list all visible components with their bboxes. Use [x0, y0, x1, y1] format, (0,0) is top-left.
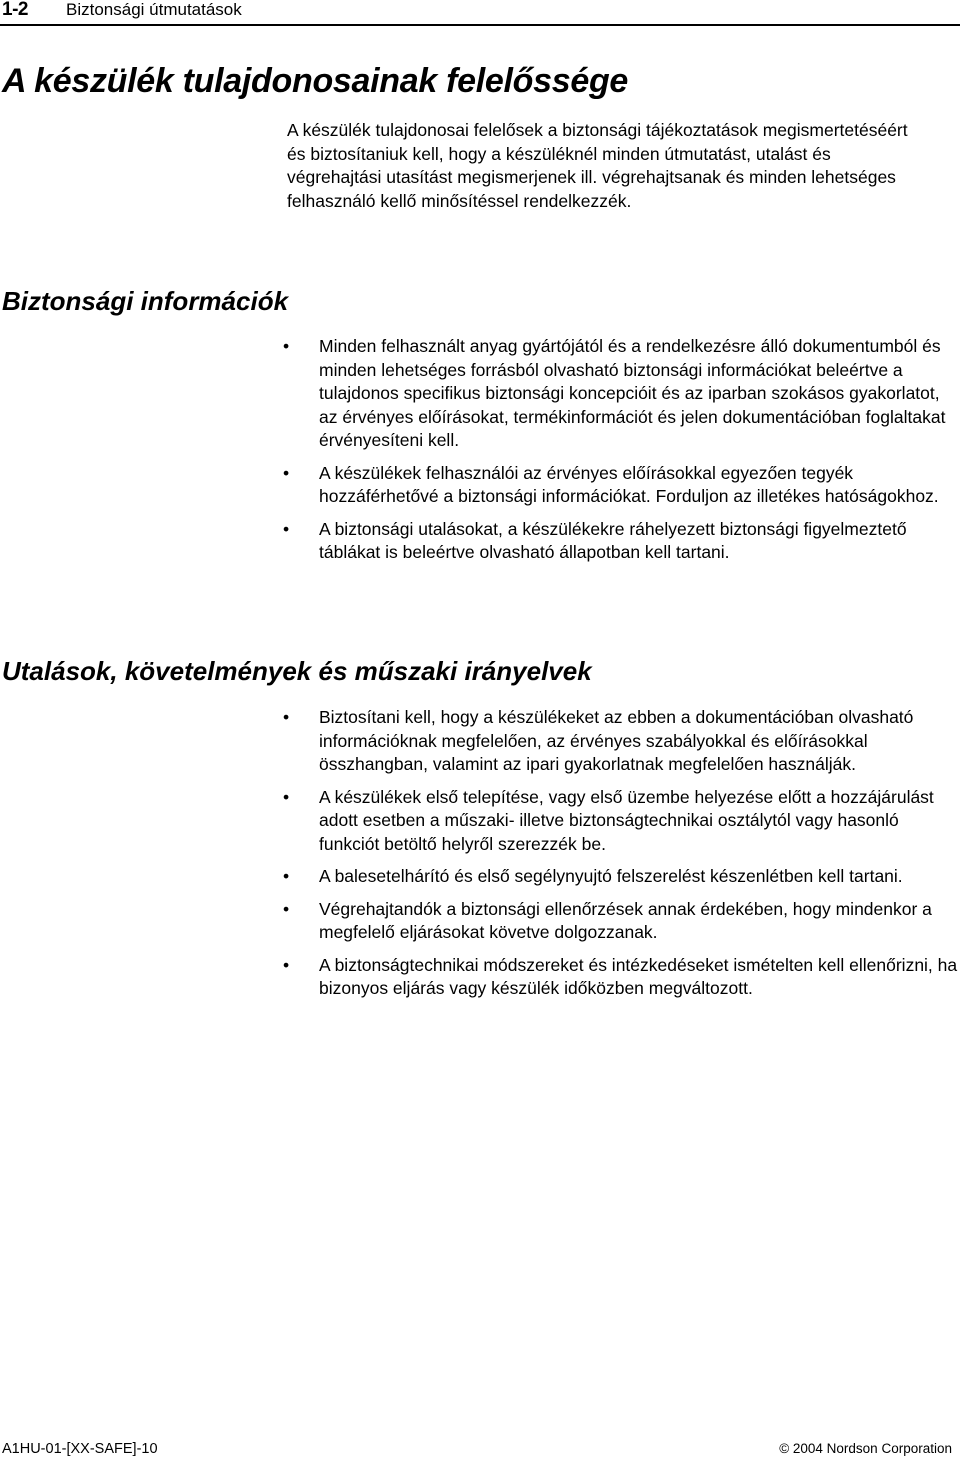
page-header — [0, 0, 960, 26]
list-item — [283, 865, 959, 889]
requirements-list — [283, 706, 959, 1010]
list-item — [283, 462, 959, 509]
list-item-text: A balesetelhárító és első segélynyujtó felszerelést készenlétben kell tartani. — [319, 866, 903, 886]
list-item-text: Biztosítani kell, hogy a készülékeket az ebben a dokumentációban olvasható információknak megfelelően, az érvényes szabályokkal és előírásokkal összhangban, valamint az ipari gyakorlatnak megfelelően használják. — [319, 707, 914, 774]
list-item-text: A biztonságtechnikai módszereket és intézkedéseket ismételten kell ellenőrizni, ha bizonyos eljárás vagy készülék időközben megváltozott. — [319, 954, 958, 998]
list-item — [283, 786, 959, 857]
footer-copyright: © 2004 Nordson Corporation — [779, 1441, 952, 1456]
list-item-text: A készülékek felhasználói az érvényes előírásokkal egyezően tegyék hozzáférhetővé a biztonsági információkat. Forduljon az illetékes hatóságokhoz. — [319, 462, 939, 506]
list-item-text: Minden felhasznált anyag gyártójától és a rendelkezésre álló dokumentumból és minden lehetséges forrásból olvasható biztonsági információkat beleértve a tulajdonos specifikus biztonsági koncepcióit és az iparban szokásos gyakorlatot, az érvényes előírásokat, termékinformációt és jelen dokumentációban foglaltakat érvényesíteni kell. — [319, 336, 946, 450]
bullet-icon: • — [283, 866, 290, 886]
list-item — [283, 518, 959, 565]
page-number: 1-2 — [2, 0, 28, 20]
list-item-text: A biztonsági utalásokat, a készülékekre ráhelyezett biztonsági figyelmeztető táblákat is beleértve olvasható állapotban kell tartani. — [319, 518, 907, 562]
section-heading-safety-info: Biztonsági információk — [2, 286, 289, 316]
list-item-text: Végrehajtandók a biztonsági ellenőrzések annak érdekében, hogy mindenkor a megfelelő eljárásokat követve dolgozzanak. — [319, 898, 932, 942]
running-title: Biztonsági útmutatások — [66, 0, 242, 19]
page-title: A készülék tulajdonosainak felelőssége — [2, 62, 629, 100]
safety-info-list — [283, 335, 959, 574]
bullet-icon: • — [283, 898, 290, 919]
bullet-icon: • — [283, 336, 290, 356]
list-item-text: A készülékek első telepítése, vagy első üzembe helyezése előtt a hozzájárulást adott esetben a műszaki- illetve biztonságtechnikai osztálytól vagy hasonló funkciót betöltő helyről szerezzék be. — [319, 786, 934, 854]
list-item — [283, 335, 959, 453]
section-heading-requirements: Utalások, követelmények és műszaki irányelvek — [2, 656, 592, 686]
bullet-icon: • — [283, 954, 290, 975]
bullet-icon: • — [283, 786, 290, 807]
bullet-icon: • — [283, 707, 290, 727]
list-item — [283, 706, 959, 777]
bullet-icon: • — [283, 518, 290, 539]
bullet-icon: • — [283, 462, 290, 483]
list-item — [283, 954, 959, 1001]
footer-doc-id: A1HU-01-[XX-SAFE]-10 — [2, 1441, 158, 1457]
list-item — [283, 898, 959, 945]
intro-paragraph: A készülék tulajdonosai felelősek a biztonsági tájékoztatások megismertetéséért és biztosítaniuk kell, hogy a készüléknél minden útmutatást, utalást és végrehajtási utasítást megismerjenek ill. végrehajtsanak és minden lehetséges felhasználó kellő minősítéssel rendelkezzék. — [287, 120, 908, 211]
